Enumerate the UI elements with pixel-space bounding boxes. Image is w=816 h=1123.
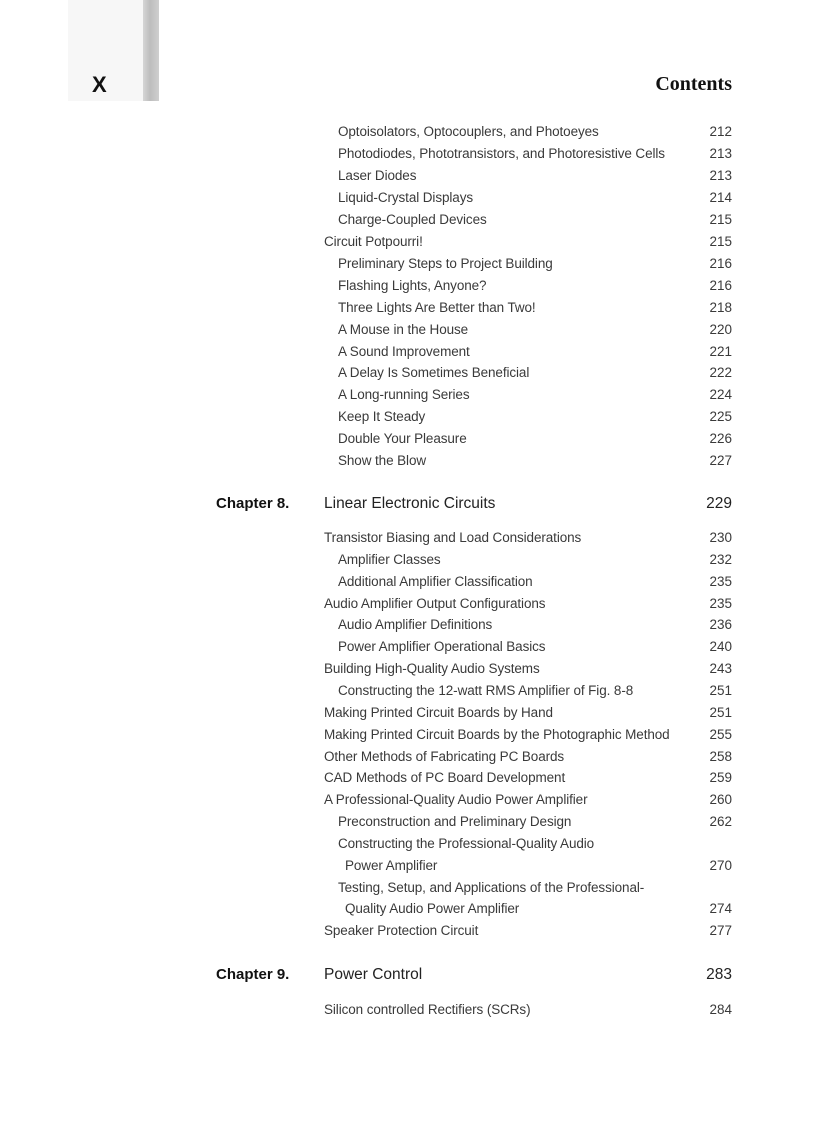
toc-entry-page: 259 [709, 770, 732, 786]
toc-entry-title: Quality Audio Power Amplifier [345, 901, 520, 917]
toc-entry-title: Constructing the Professional-Quality Audio [338, 835, 595, 851]
toc-entry-title: Power Amplifier [345, 857, 438, 873]
toc-entry-page: 235 [709, 595, 732, 611]
chapter-8-title: Linear Electronic Circuits [324, 495, 496, 512]
toc-entry-title: Testing, Setup, and Applications of the Professional- [338, 879, 645, 895]
toc-entry-title: Amplifier Classes [338, 551, 441, 567]
toc-entry-title: A Sound Improvement [338, 343, 470, 359]
toc-entry-page: 212 [709, 124, 732, 139]
toc-entry-title: Laser Diodes [338, 167, 417, 183]
chapter-8-label: Chapter 8. [216, 495, 290, 512]
toc-entry-page: 236 [709, 617, 732, 633]
toc-entry-page: 255 [709, 726, 732, 742]
toc-entry-page: 221 [709, 343, 732, 359]
toc-entry-title: Circuit Potpourri! [324, 233, 423, 249]
toc-entry-page: 251 [709, 704, 732, 720]
toc-entry-page: 274 [709, 901, 732, 917]
toc-entry-title: Constructing the 12-watt RMS Amplifier of Fig. 8-8 [338, 682, 634, 698]
toc-entry-title: CAD Methods of PC Board Development [324, 770, 566, 786]
toc-entry-page: 215 [709, 211, 732, 227]
toc-entry-page: 232 [709, 551, 732, 567]
chapter-9-label: Chapter 9. [216, 966, 290, 983]
toc-entry-page: 216 [709, 277, 732, 293]
toc-entry-title: Preliminary Steps to Project Building [338, 255, 553, 271]
toc-entry-title: Audio Amplifier Output Configurations [324, 595, 546, 611]
toc-entry-page: 262 [709, 814, 732, 830]
toc-entry-title: Transistor Biasing and Load Considerations [324, 530, 582, 545]
chapter-9-page: 283 [706, 966, 732, 983]
toc-entry-title: A Delay Is Sometimes Beneficial [338, 365, 530, 381]
page-number: X [92, 72, 107, 97]
toc-entry-page: 258 [709, 748, 732, 764]
toc-entry-page: 227 [709, 453, 732, 469]
toc-entry-title: Audio Amplifier Definitions [338, 617, 493, 633]
toc-entry-page: 224 [709, 387, 732, 403]
chapter-9-title: Power Control [324, 966, 423, 983]
toc-entry-title: Show the Blow [338, 453, 426, 469]
toc-entry-title: Photodiodes, Phototransistors, and Photoresistive Cells [338, 145, 665, 161]
toc-entry-page: 284 [709, 1002, 732, 1017]
toc-entry-title: Flashing Lights, Anyone? [338, 277, 487, 293]
toc-entry-title: Liquid-Crystal Displays [338, 189, 473, 205]
toc-entry-title: A Long-running Series [338, 387, 470, 403]
chapter-8-page: 229 [706, 495, 732, 512]
toc-entry-page: 218 [709, 299, 732, 315]
toc-entry-title: Power Amplifier Operational Basics [338, 639, 546, 655]
toc-entry-page: 216 [709, 255, 732, 271]
toc-entry-page: 270 [709, 857, 732, 873]
toc-entry-title: A Professional-Quality Audio Power Amplifier [324, 792, 588, 808]
toc-entry-title: Speaker Protection Circuit [324, 923, 479, 939]
toc-entry-page: 240 [709, 639, 732, 655]
toc-entry-page: 214 [709, 189, 732, 205]
toc-entry-page: 260 [709, 792, 732, 808]
toc-entry-title: Double Your Pleasure [338, 431, 467, 447]
toc-entry-title: Building High-Quality Audio Systems [324, 661, 540, 677]
toc-entry-title: Silicon controlled Rectifiers (SCRs) [324, 1002, 531, 1017]
toc-entry-title: Making Printed Circuit Boards by Hand [324, 704, 553, 720]
toc-entry-title: A Mouse in the House [338, 321, 469, 337]
toc-entry-page: 230 [709, 530, 732, 545]
toc-entry-page: 243 [709, 661, 732, 677]
thumb-index-tab [143, 0, 159, 101]
toc-entry-page: 222 [709, 365, 732, 381]
toc-entry-page: 213 [709, 145, 732, 161]
toc-entry-page: 215 [709, 233, 732, 249]
running-head: Contents [655, 73, 732, 95]
toc-entry-title: Additional Amplifier Classification [338, 573, 533, 589]
toc-entry-page: 220 [709, 321, 732, 337]
toc-entry-title: Making Printed Circuit Boards by the Photographic Method [324, 726, 670, 742]
toc-entry-page: 277 [709, 923, 732, 939]
toc-entry-title: Optoisolators, Optocouplers, and Photoeyes [338, 124, 599, 139]
toc-entry-page: 225 [709, 409, 732, 425]
toc-entry-page: 251 [709, 682, 732, 698]
toc-entry-title: Charge-Coupled Devices [338, 211, 487, 227]
toc-entry-page: 226 [709, 431, 732, 447]
toc-entry-title: Three Lights Are Better than Two! [338, 299, 536, 315]
toc-entry-page: 235 [709, 573, 732, 589]
toc-entry-title: Preconstruction and Preliminary Design [338, 814, 572, 830]
toc-entry-title: Keep It Steady [338, 409, 426, 425]
toc-entry-page: 213 [709, 167, 732, 183]
toc-entry-title: Other Methods of Fabricating PC Boards [324, 748, 565, 764]
